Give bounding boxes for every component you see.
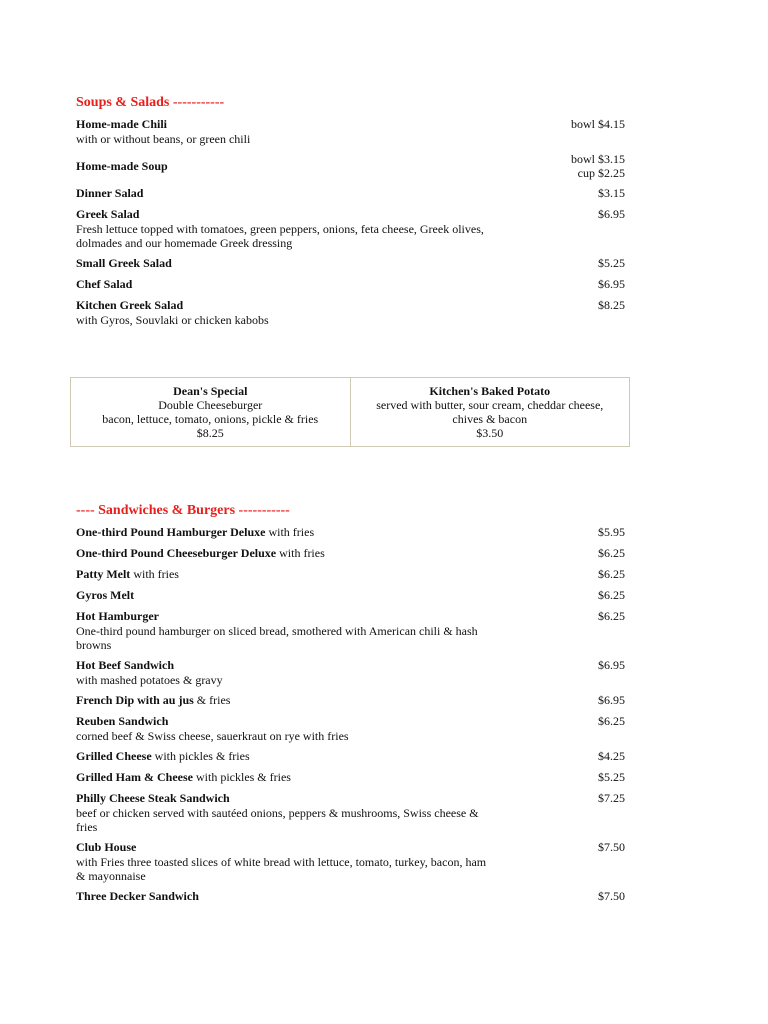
soup-item-name: Chef Salad (76, 277, 133, 291)
soups-item-list (76, 117, 625, 327)
sandwich-item-price (598, 567, 625, 581)
sandwich-item-name: Hot Hamburger (76, 609, 159, 623)
soup-item (76, 117, 625, 146)
sandwich-item-name: Three Decker Sandwich (76, 889, 199, 903)
sandwich-item-price (598, 714, 625, 728)
sandwich-item-name-line (76, 770, 496, 785)
sandwich-item-price-line: $6.25 (598, 546, 625, 560)
sandwich-item-price-line: $7.50 (598, 840, 625, 854)
sandwich-item (76, 714, 625, 743)
sandwich-item-price-line: $7.25 (598, 791, 625, 805)
sandwich-item-price-line: $6.25 (598, 609, 625, 623)
special-left-line2: bacon, lettuce, tomato, onions, pickle & fries (102, 412, 319, 426)
sandwich-item-text (76, 714, 496, 743)
special-right-line2: chives & bacon (452, 412, 528, 426)
sandwich-item-description: One-third pound hamburger on sliced bread, smothered with American chili & hash browns (76, 624, 478, 652)
sandwich-item-text (76, 889, 496, 904)
sandwich-item-text (76, 546, 496, 561)
sandwich-item-price (598, 749, 625, 763)
soup-item-price (598, 186, 625, 200)
sandwich-item-text (76, 791, 496, 834)
soup-item-name: Dinner Salad (76, 186, 144, 200)
sandwich-item (76, 791, 625, 834)
sandwich-item-price-line: $5.25 (598, 770, 625, 784)
sandwich-item-text (76, 525, 496, 540)
special-right-line1: served with butter, sour cream, cheddar cheese, (376, 398, 604, 412)
soup-item-description: with or without beans, or green chili (76, 132, 251, 146)
soup-item-text (76, 277, 496, 292)
sandwich-item-inline-desc: with fries (276, 546, 325, 560)
soup-item-price (598, 256, 625, 270)
sandwich-item-price-line: $6.25 (598, 588, 625, 602)
sandwich-item-price (598, 770, 625, 784)
soups-section-title: Soups & Salads ----------- (76, 95, 225, 110)
soup-item-price-line: $6.95 (598, 207, 625, 221)
sandwich-item-price (598, 889, 625, 903)
sandwich-item-text (76, 658, 496, 687)
sandwich-item-inline-desc: with pickles & fries (151, 749, 250, 763)
special-left-line1: Double Cheeseburger (158, 398, 263, 412)
soup-item-price-line: $5.25 (598, 256, 625, 270)
sandwich-item-name-line (76, 546, 496, 561)
soup-item-price-line: bowl $4.15 (571, 117, 625, 131)
sandwich-item-price-line: $5.95 (598, 525, 625, 539)
sandwich-item-name-line (76, 693, 496, 708)
soup-item-price-line: $3.15 (598, 186, 625, 200)
sandwich-item-text (76, 588, 496, 603)
sandwich-item-name: French Dip with au jus (76, 693, 194, 707)
soup-item-name: Kitchen Greek Salad (76, 298, 184, 312)
sandwiches-section-title: ---- Sandwiches & Burgers ----------- (76, 503, 290, 518)
sandwich-item-name: Club House (76, 840, 137, 854)
special-right-price: $3.50 (476, 426, 504, 440)
sandwich-item-name: Grilled Ham & Cheese (76, 770, 193, 784)
sandwich-item-name-line (76, 525, 496, 540)
sandwich-item-price (598, 791, 625, 805)
soup-item-name-line (76, 207, 496, 222)
special-left-title: Dean's Special (173, 384, 248, 398)
soup-item-price (571, 117, 625, 131)
sandwich-item-price (598, 693, 625, 707)
special-left-price: $8.25 (196, 426, 224, 440)
sandwich-item-name-line (76, 714, 496, 729)
sandwiches-item-list (76, 525, 625, 904)
sandwich-item-name-line (76, 658, 496, 673)
soup-item (76, 277, 625, 292)
sandwich-item (76, 770, 625, 785)
sandwich-item-description: beef or chicken served with sautéed onions, peppers & mushrooms, Swiss cheese & fries (76, 806, 479, 834)
soup-item-text (76, 298, 496, 327)
sandwich-item (76, 693, 625, 708)
soup-item (76, 298, 625, 327)
sandwich-item-text (76, 609, 496, 652)
soup-item (76, 256, 625, 271)
sandwich-item-inline-desc: with fries (265, 525, 315, 539)
sandwich-item-price (598, 525, 625, 539)
sandwich-item-text (76, 770, 496, 785)
soup-item-text (76, 256, 496, 271)
sandwich-item-name: One-third Pound Cheeseburger Deluxe (76, 546, 277, 560)
sandwich-item-name: Patty Melt (76, 567, 131, 581)
soup-item-text (76, 207, 496, 250)
special-right-title: Kitchen's Baked Potato (429, 384, 551, 398)
sandwich-item-name: Reuben Sandwich (76, 714, 169, 728)
sandwich-item-price (598, 658, 625, 672)
soup-item-text (76, 186, 496, 201)
sandwich-item-inline-desc: with fries (130, 567, 179, 581)
sandwich-item (76, 658, 625, 687)
sandwich-item-name-line (76, 791, 496, 806)
sandwich-item-text (76, 840, 496, 883)
soup-item-name: Small Greek Salad (76, 256, 172, 270)
sandwich-item-name-line (76, 749, 496, 764)
sandwich-item-price-line: $6.95 (598, 693, 625, 707)
sandwich-item-text (76, 693, 496, 708)
soup-item (76, 207, 625, 250)
sandwich-item-price-line: $4.25 (598, 749, 625, 763)
soup-item-price (571, 152, 625, 180)
special-left (71, 378, 350, 446)
special-right (350, 378, 630, 446)
sandwich-item (76, 609, 625, 652)
sandwich-item (76, 749, 625, 764)
sandwich-item-inline-desc: & fries (193, 693, 231, 707)
sandwich-item-price (598, 840, 625, 854)
sandwich-item-price (598, 588, 625, 602)
sandwich-item-description: with mashed potatoes & gravy (76, 673, 223, 687)
soup-item-name: Home-made Chili (76, 117, 167, 131)
soup-item-name: Home-made Soup (76, 159, 168, 173)
sandwich-item-name-line (76, 567, 496, 582)
soup-item-description: Fresh lettuce topped with tomatoes, green peppers, onions, feta cheese, Greek olives, dolmades and our homemade Greek dressing (76, 222, 484, 250)
sandwich-item (76, 567, 625, 582)
sandwich-item-text (76, 567, 496, 582)
sandwich-item (76, 889, 625, 904)
sandwich-item-price-line: $6.95 (598, 658, 625, 672)
soup-item-name-line (76, 186, 496, 201)
sandwich-item (76, 525, 625, 540)
soup-item (76, 186, 625, 201)
soup-item-price-line: $8.25 (598, 298, 625, 312)
soup-item-description: with Gyros, Souvlaki or chicken kabobs (76, 313, 269, 327)
sandwich-item-name: Hot Beef Sandwich (76, 658, 175, 672)
soup-item-name-line (76, 159, 496, 174)
sandwich-item (76, 588, 625, 603)
sandwich-item-price (598, 546, 625, 560)
sandwich-item-name-line (76, 609, 496, 624)
soup-item-name-line (76, 117, 496, 132)
sandwich-item-name-line (76, 889, 496, 904)
sandwich-item-inline-desc: with pickles & fries (192, 770, 291, 784)
sandwich-item-name: Grilled Cheese (76, 749, 152, 763)
sandwich-item (76, 546, 625, 561)
soup-item-text (76, 152, 496, 174)
sandwich-item-price-line: $6.25 (598, 714, 625, 728)
soup-item-price (598, 277, 625, 291)
soup-item-name-line (76, 277, 496, 292)
sandwich-item-name: Gyros Melt (76, 588, 135, 602)
soup-item-name: Greek Salad (76, 207, 140, 221)
sandwich-item-name-line (76, 588, 496, 603)
sandwich-item-price (598, 609, 625, 623)
soup-item-price-line: $6.95 (598, 277, 625, 291)
sandwich-item-name: One-third Pound Hamburger Deluxe (76, 525, 266, 539)
sandwich-item-text (76, 749, 496, 764)
sandwich-item-name: Philly Cheese Steak Sandwich (76, 791, 230, 805)
soup-item (76, 152, 625, 180)
soup-item-name-line (76, 256, 496, 271)
soup-item-price (598, 298, 625, 312)
sandwich-item (76, 840, 625, 883)
soup-item-price-line: bowl $3.15 (571, 152, 625, 166)
soup-item-name-line (76, 298, 496, 313)
sandwich-item-name-line (76, 840, 496, 855)
sandwich-item-price-line: $6.25 (598, 567, 625, 581)
sandwich-item-price-line: $7.50 (598, 889, 625, 903)
sandwich-item-description: with Fries three toasted slices of white bread with lettuce, tomato, turkey, bacon, ham & mayonnaise (76, 855, 487, 883)
soup-item-price (598, 207, 625, 221)
sandwich-item-description: corned beef & Swiss cheese, sauerkraut on rye with fries (76, 729, 349, 743)
soup-item-text (76, 117, 496, 146)
soup-item-price-line: cup $2.25 (577, 166, 625, 180)
specials-box (70, 377, 630, 447)
